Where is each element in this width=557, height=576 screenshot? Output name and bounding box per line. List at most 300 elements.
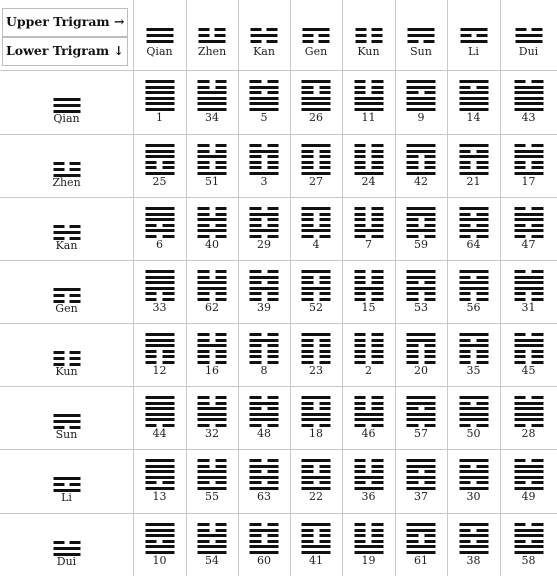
hexagram-cell [290,323,342,386]
broken-line-segment [424,40,435,43]
broken-line-segment [250,540,262,543]
broken-line-segment [532,80,544,83]
broken-line-segment [267,91,279,94]
solid-line [459,413,488,416]
broken-line-segment [198,86,210,89]
solid-line [198,534,227,537]
hexagram-number: 59 [414,238,428,251]
broken-line-segment [267,218,279,221]
solid-line [459,523,488,526]
broken-line-segment [163,481,175,484]
hexagram-number: 51 [205,175,219,188]
broken-line-segment [354,355,366,358]
broken-line-segment [532,350,544,353]
trigram-icon [408,28,435,43]
hexagram-icon [354,144,383,175]
broken-line-segment [514,161,526,164]
broken-line-segment [354,339,366,342]
broken-line-segment [145,350,157,353]
broken-line-segment [198,540,210,543]
hexagram-icon [459,207,488,238]
upper-trigram-header-li [447,0,500,70]
trigram-icon [53,162,80,177]
broken-line-segment [303,40,314,43]
solid-line [302,97,331,100]
broken-line-segment [372,534,384,537]
solid-line [407,459,436,462]
solid-line [302,476,331,479]
broken-line-segment [250,470,262,473]
broken-line-segment [514,333,526,336]
hexagram-number: 62 [205,301,219,314]
solid-line [250,529,279,532]
solid-line [459,97,488,100]
broken-line-segment [424,355,436,358]
broken-line-segment [354,213,366,216]
lower-trigram-header-qian [0,70,133,134]
broken-line-segment [424,292,436,295]
lower-trigram-header-zhen [0,134,133,197]
broken-line-segment [319,150,331,153]
hexagram-number: 24 [361,175,376,188]
upper-trigram-header-kun [342,0,395,70]
broken-line-segment [532,481,544,484]
solid-line [514,287,543,290]
hexagram-cell [500,513,557,576]
hexagram-icon [459,270,488,301]
broken-line-segment [302,150,314,153]
solid-line [514,534,543,537]
broken-line-segment [477,150,489,153]
solid-line [459,218,488,221]
solid-line [407,465,436,468]
broken-line-segment [215,166,227,169]
broken-line-segment [477,86,489,89]
solid-line [459,344,488,347]
broken-line-segment [215,213,227,216]
solid-line [354,545,383,548]
broken-line-segment [514,540,526,543]
broken-line-segment [250,355,262,358]
broken-line-segment [319,213,331,216]
hexagram-icon [354,270,383,301]
broken-line-segment [319,344,331,347]
hexagram-cell [395,197,447,260]
hexagram-icon [354,80,383,111]
broken-line-segment [250,333,262,336]
solid-line [514,276,543,279]
broken-line-segment [319,481,331,484]
trigram-name: Gen [304,45,328,58]
broken-line-segment [250,155,262,158]
hexagram-number: 8 [260,364,268,377]
broken-line-segment [354,155,366,158]
broken-line-segment [267,459,279,462]
solid-line [53,547,80,550]
broken-line-segment [267,80,279,83]
hexagram-cell [395,134,447,197]
broken-line-segment [354,459,366,462]
hexagram-icon [514,207,543,238]
hexagram-number: 25 [152,175,167,188]
solid-line [302,396,331,399]
broken-line-segment [354,402,366,405]
broken-line-segment [267,155,279,158]
hexagram-cell [342,449,395,513]
solid-line [354,418,383,421]
broken-line-segment [514,270,526,273]
solid-line [514,91,543,94]
solid-line [145,402,174,405]
broken-line-segment [250,350,262,353]
hexagram-number: 44 [152,427,167,440]
broken-line-segment [372,333,384,336]
broken-line-segment [477,224,489,227]
broken-line-segment [319,166,331,169]
broken-line-segment [354,350,366,353]
solid-line [514,281,543,284]
hexagram-icon [354,333,383,364]
broken-line-segment [302,86,314,89]
broken-line-segment [198,523,210,526]
broken-line-segment [532,523,544,526]
solid-line [145,470,174,473]
broken-line-segment [215,540,227,543]
lower-trigram-header-gen [0,260,133,323]
hexagram-cell [447,323,500,386]
broken-line-segment [372,407,384,410]
trigram-icon [53,351,80,366]
solid-line [407,476,436,479]
broken-line-segment [215,481,227,484]
broken-line-segment [459,166,471,169]
broken-line-segment [198,339,210,342]
broken-line-segment [163,224,175,227]
hexagram-icon [407,396,436,427]
upper-trigram-header-zhen [186,0,238,70]
solid-line [250,102,279,105]
broken-line-segment [198,355,210,358]
solid-line [198,407,227,410]
broken-line-segment [532,333,544,336]
broken-line-segment [53,162,64,165]
broken-line-segment [424,470,436,473]
solid-line [407,213,436,216]
broken-line-segment [302,166,314,169]
solid-line [303,28,330,31]
broken-line-segment [355,34,366,37]
broken-line-segment [198,161,210,164]
hexagram-cell [186,70,238,134]
broken-line-segment [514,207,526,210]
broken-line-segment [372,224,384,227]
broken-line-segment [477,355,489,358]
broken-line-segment [267,224,279,227]
hexagram-cell [133,260,186,323]
broken-line-segment [372,213,384,216]
solid-line [145,270,174,273]
solid-line [460,40,487,43]
broken-line-segment [319,281,331,284]
hexagram-number: 31 [521,301,536,314]
lower-trigram-header-li [0,449,133,513]
broken-line-segment [267,28,278,31]
hexagram-cell [133,449,186,513]
hexagram-icon [198,523,227,554]
broken-line-segment [532,166,544,169]
broken-line-segment [354,344,366,347]
broken-line-segment [407,155,419,158]
solid-line [354,287,383,290]
hexagram-icon [514,80,543,111]
solid-line [514,213,543,216]
solid-line [145,418,174,421]
broken-line-segment [372,540,384,543]
broken-line-segment [215,333,227,336]
broken-line-segment [354,281,366,284]
broken-line-segment [319,292,331,295]
solid-line [514,545,543,548]
broken-line-segment [372,344,384,347]
broken-line-segment [372,207,384,210]
hexagram-number: 16 [205,364,219,377]
broken-line-segment [319,276,331,279]
broken-line-segment [372,292,384,295]
broken-line-segment [145,161,157,164]
broken-line-segment [514,481,526,484]
hexagram-icon [459,333,488,364]
hexagram-cell [342,323,395,386]
hexagram-cell [238,323,290,386]
solid-line [250,339,279,342]
hexagram-number: 9 [417,111,425,124]
broken-line-segment [372,396,384,399]
broken-line-segment [267,355,279,358]
broken-line-segment [250,144,262,147]
hexagram-icon [302,396,331,427]
hexagram-cell [395,70,447,134]
solid-line [514,155,543,158]
broken-line-segment [215,270,227,273]
broken-line-segment [215,28,226,31]
hexagram-number: 35 [466,364,481,377]
broken-line-segment [250,407,262,410]
hexagram-icon [407,207,436,238]
broken-line-segment [515,28,526,31]
hexagram-icon [302,333,331,364]
hexagram-number: 17 [521,175,536,188]
upper-trigram-header-gen [290,0,342,70]
solid-line [407,80,436,83]
broken-line-segment [407,481,419,484]
broken-line-segment [53,294,64,297]
broken-line-segment [424,224,436,227]
solid-line [459,333,488,336]
broken-line-segment [424,218,436,221]
broken-line-segment [532,292,544,295]
broken-line-segment [514,459,526,462]
solid-line [145,80,174,83]
broken-line-segment [267,344,279,347]
broken-line-segment [198,166,210,169]
broken-line-segment [302,402,314,405]
broken-line-segment [371,40,382,43]
solid-line [146,34,173,37]
solid-line [145,459,174,462]
trigram-name: Zhen [197,45,227,58]
broken-line-segment [215,86,227,89]
broken-line-segment [372,144,384,147]
solid-line [145,476,174,479]
hexagram-number: 42 [414,175,428,188]
broken-line-segment [250,523,262,526]
broken-line-segment [477,276,489,279]
broken-line-segment [459,355,471,358]
broken-line-segment [302,540,314,543]
hexagram-icon [145,144,174,175]
hexagram-cell [186,197,238,260]
broken-line-segment [319,40,330,43]
solid-line [146,28,173,31]
broken-line-segment [514,166,526,169]
broken-line-segment [198,207,210,210]
broken-line-segment [302,91,314,94]
broken-line-segment [267,333,279,336]
broken-line-segment [372,523,384,526]
broken-line-segment [250,344,262,347]
broken-line-segment [215,355,227,358]
hexagram-number: 52 [309,301,323,314]
hexagram-number: 7 [365,238,372,251]
hexagram-number: 36 [361,490,376,503]
broken-line-segment [267,161,279,164]
hexagram-icon [198,80,227,111]
hexagram-number: 34 [205,111,219,124]
hexagram-number: 55 [205,490,219,503]
solid-line [459,281,488,284]
broken-line-segment [372,459,384,462]
hexagram-icon [250,459,279,490]
broken-line-segment [250,80,262,83]
hexagram-icon [459,396,488,427]
broken-line-segment [163,540,175,543]
broken-line-segment [354,150,366,153]
hexagram-cell [290,513,342,576]
hexagram-cell [238,513,290,576]
solid-line [459,102,488,105]
trigram-name: Kun [357,45,380,58]
hexagram-cell [500,323,557,386]
hexagram-cell [186,449,238,513]
solid-line [53,420,80,423]
solid-line [145,86,174,89]
broken-line-segment [354,523,366,526]
broken-line-segment [319,529,331,532]
solid-line [459,459,488,462]
broken-line-segment [250,207,262,210]
hexagram-number: 57 [414,427,428,440]
hexagram-icon [459,144,488,175]
broken-line-segment [407,407,419,410]
broken-line-segment [514,396,526,399]
solid-line [250,97,279,100]
broken-line-segment [459,213,471,216]
broken-line-segment [69,294,80,297]
solid-line [459,534,488,537]
hexagram-cell [395,513,447,576]
broken-line-segment [371,28,382,31]
hexagram-cell [238,449,290,513]
hexagram-number: 3 [260,175,268,188]
broken-line-segment [69,225,80,228]
hexagram-icon [354,396,383,427]
solid-line [145,281,174,284]
hexagram-icon [250,523,279,554]
lower-trigram-legend: Lower Trigram ↓ [6,43,124,58]
broken-line-segment [267,350,279,353]
broken-line-segment [354,166,366,169]
broken-line-segment [424,91,436,94]
broken-line-segment [319,402,331,405]
broken-line-segment [460,34,471,37]
hexagram-cell [290,197,342,260]
broken-line-segment [477,166,489,169]
broken-line-segment [303,34,314,37]
hexagram-number: 64 [466,238,481,251]
broken-line-segment [319,155,331,158]
broken-line-segment [514,224,526,227]
broken-line-segment [198,270,210,273]
solid-line [407,270,436,273]
broken-line-segment [514,523,526,526]
trigram-icon [146,28,173,43]
broken-line-segment [477,350,489,353]
broken-line-segment [250,161,262,164]
broken-line-segment [198,213,210,216]
broken-line-segment [424,534,436,537]
solid-line [407,144,436,147]
broken-line-segment [267,270,279,273]
broken-line-segment [215,144,227,147]
broken-line-segment [459,150,471,153]
broken-line-segment [53,168,64,171]
solid-line [198,281,227,284]
broken-line-segment [424,281,436,284]
broken-line-segment [372,465,384,468]
broken-line-segment [198,144,210,147]
solid-line [514,418,543,421]
hexagram-icon [198,459,227,490]
hexagram-icon [145,333,174,364]
solid-line [145,465,174,468]
broken-line-segment [459,529,471,532]
hexagram-cell [447,449,500,513]
broken-line-segment [69,357,80,360]
broken-line-segment [302,281,314,284]
solid-line [407,418,436,421]
broken-line-segment [302,355,314,358]
solid-line [514,229,543,232]
hexagram-number: 22 [309,490,323,503]
hexagram-icon [145,396,174,427]
broken-line-segment [198,350,210,353]
hexagram-cell [395,260,447,323]
broken-line-segment [250,534,262,537]
solid-line [250,86,279,89]
broken-line-segment [215,396,227,399]
solid-line [354,476,383,479]
solid-line [198,418,227,421]
